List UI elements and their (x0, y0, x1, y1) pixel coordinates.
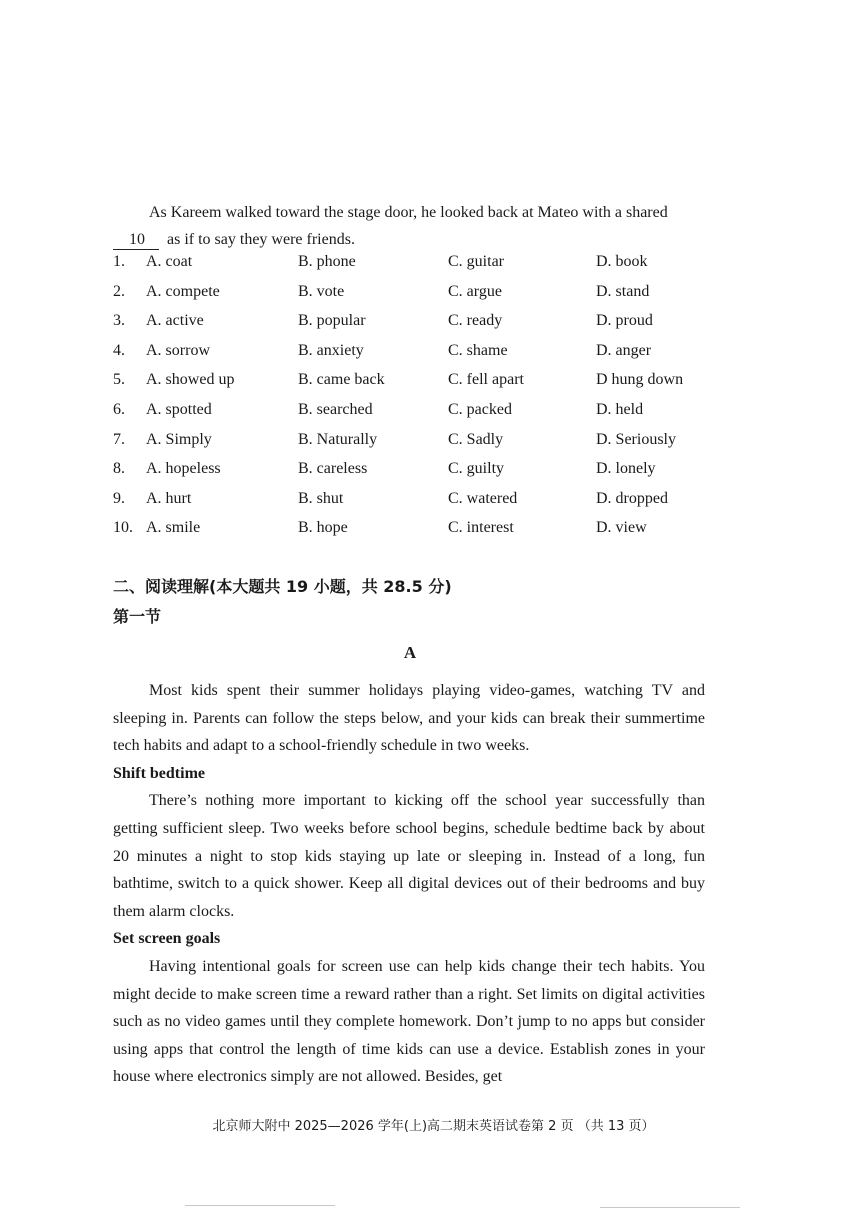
option-d: D. held (596, 400, 644, 418)
cloze-closing-sentence (113, 199, 713, 253)
option-c: C. guilty (448, 460, 505, 478)
option-d: D. anger (596, 341, 652, 359)
option-row (113, 368, 733, 398)
option-d: D. book (596, 253, 648, 270)
option-row (113, 250, 733, 280)
option-b: B. careless (298, 460, 368, 478)
question-number: 7. (113, 430, 125, 448)
option-row (113, 280, 733, 310)
answer-blank: 10 (113, 231, 159, 250)
question-number: 2. (113, 282, 125, 300)
intro-text-before: As Kareem walked toward the stage door, he looked back at Mateo with a shared (149, 204, 668, 221)
option-d: D. dropped (596, 489, 668, 507)
passage-paragraph: There’s nothing more important to kicking off the school year successfully than getting sufficient sleep. Two weeks before school begins, schedule bedtime back by about 20 minutes a night to stop kids staying up late or sleeping in. Instead of a long, fun bathtime, switch to a quick shower. Keep all digital devices out of their bedrooms and buy them alarm clocks. (113, 792, 705, 920)
question-number: 3. (113, 312, 125, 330)
question-number: 8. (113, 460, 125, 478)
passage-paragraph: Having intentional goals for screen use can help kids change their tech habits. You might decide to make screen time a reward rather than a right. Set limits on digital activities such as no video games until they complete homework. Don’t jump to no apps but consider using apps that control the length of time kids can use a device. Establish zones in your house where electronics simply are not allowed. Besides, get (113, 957, 705, 1086)
option-c: C. argue (448, 282, 502, 300)
option-b: B. Naturally (298, 430, 378, 448)
options-list (113, 250, 733, 546)
option-c: C. shame (448, 341, 508, 359)
option-c: C. fell apart (448, 371, 524, 389)
passage-letter: A (403, 643, 417, 662)
passage-heading: Set screen goals (113, 930, 221, 948)
scan-edge-line (600, 1207, 740, 1208)
option-b: B. anxiety (298, 341, 364, 359)
option-b: B. came back (298, 371, 385, 389)
option-b: B. vote (298, 282, 345, 300)
section-title: 二、阅读理解(本大题共 19 小题，共 28.5 分) (113, 577, 452, 596)
option-b: B. popular (298, 312, 366, 330)
question-number: 4. (113, 341, 125, 359)
option-a: A. showed up (146, 371, 235, 389)
option-a: A. hurt (146, 489, 192, 507)
option-b: B. hope (298, 519, 348, 537)
question-number: 6. (113, 400, 125, 418)
option-d: D. view (596, 519, 647, 537)
option-b: B. searched (298, 400, 373, 418)
scan-edge-line (185, 1205, 335, 1206)
option-row (113, 457, 733, 487)
option-a: A. spotted (146, 400, 212, 418)
option-c: C. interest (448, 519, 514, 537)
option-a: A. sorrow (146, 341, 210, 359)
passage-heading: Shift bedtime (113, 764, 205, 782)
option-d: D. stand (596, 282, 650, 300)
option-d: D. Seriously (596, 430, 676, 448)
option-row (113, 309, 733, 339)
option-a: A. Simply (146, 430, 212, 448)
option-b: B. shut (298, 489, 344, 507)
option-row (113, 487, 733, 517)
reading-passage (113, 677, 705, 1091)
question-number: 9. (113, 489, 125, 507)
option-a: A. hopeless (146, 460, 221, 478)
option-b: B. phone (298, 253, 356, 270)
intro-text-after: as if to say they were friends. (167, 231, 355, 248)
option-c: C. guitar (448, 253, 504, 270)
option-row (113, 516, 733, 546)
option-c: C. packed (448, 400, 512, 418)
option-row (113, 339, 733, 369)
option-row (113, 398, 733, 428)
option-c: C. watered (448, 489, 518, 507)
option-a: A. compete (146, 282, 220, 300)
option-c: C. Sadly (448, 430, 504, 448)
option-a: A. smile (146, 519, 201, 537)
option-d: D. lonely (596, 460, 656, 478)
passage-paragraph: Most kids spent their summer holidays playing video-games, watching TV and sleeping in. Parents can follow the steps below, and your kids can break their summertime tech habits and adapt to a school-friendly schedule in two weeks. (113, 682, 705, 755)
option-a: A. coat (146, 253, 193, 270)
question-number: 1. (113, 253, 125, 270)
option-a: A. active (146, 312, 204, 330)
question-number: 5. (113, 371, 125, 389)
option-c: C. ready (448, 312, 503, 330)
option-row (113, 428, 733, 458)
page-footer: 北京师大附中 2025—2026 学年(上)高二期末英语试卷第 2 页 （共 13 页） (212, 1119, 655, 1134)
option-d: D hung down (596, 371, 684, 389)
subsection-title: 第一节 (113, 607, 162, 626)
question-number: 10. (113, 519, 133, 537)
option-d: D. proud (596, 312, 653, 330)
